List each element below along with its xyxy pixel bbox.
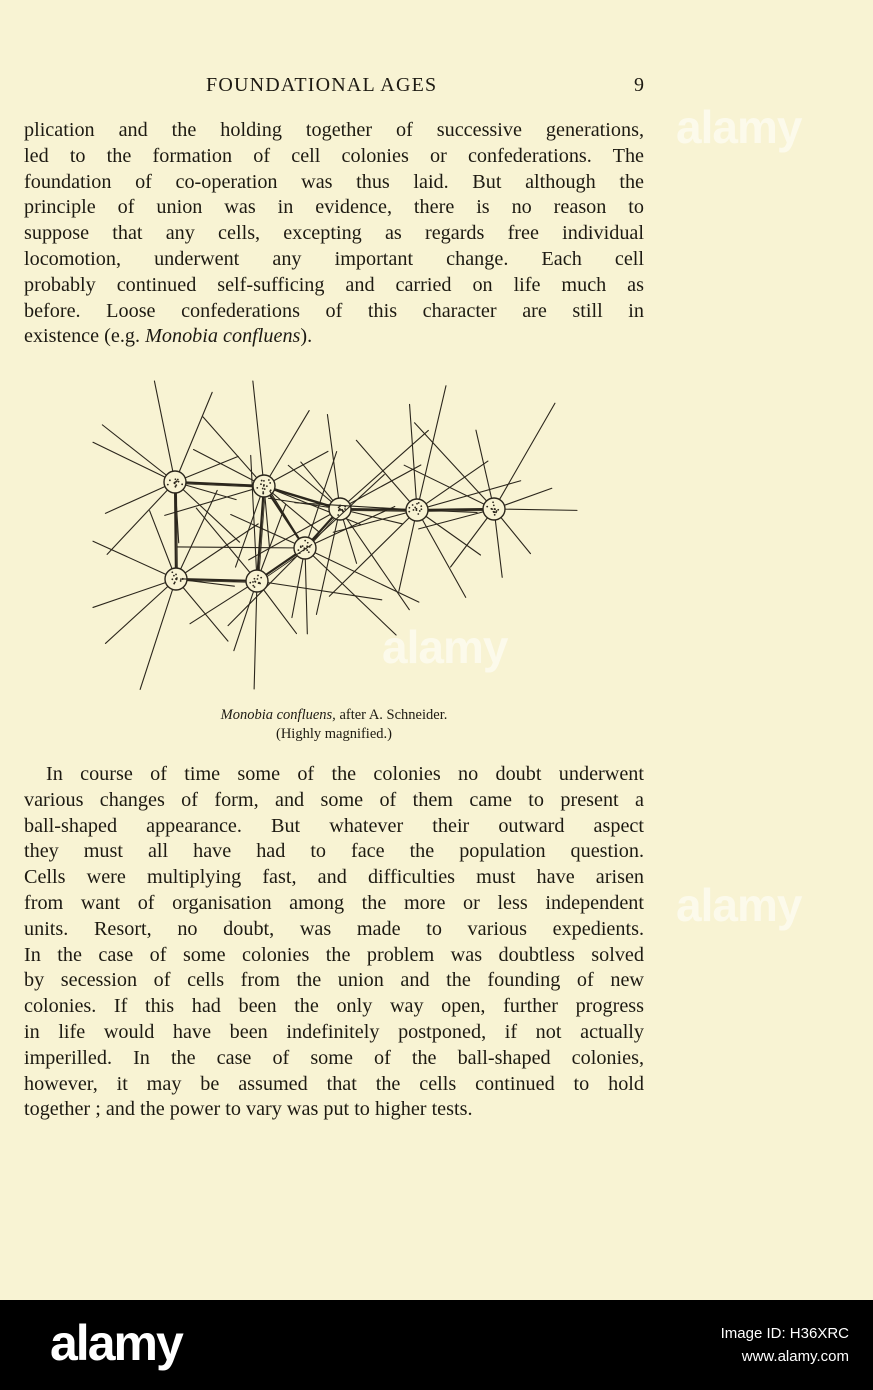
cell-granule <box>493 511 495 513</box>
text-line: locomotion, underwent any important change. Each cell <box>24 247 644 270</box>
cell-granule <box>178 481 180 483</box>
text-line: units. Resort, no doubt, was made to various expedients. <box>24 917 644 940</box>
cell-granule <box>491 508 493 510</box>
cell-strand <box>176 579 228 641</box>
watermark: alamy <box>676 101 802 153</box>
cell-granule <box>257 575 259 577</box>
cell-granule <box>260 483 262 485</box>
species-name: Monobia confluens <box>145 325 301 348</box>
cell-granule <box>264 488 266 490</box>
cell-granule <box>175 578 177 580</box>
cell-granule <box>417 513 419 515</box>
text-line: In the case of some colonies the problem was doubtless solved <box>24 943 644 966</box>
cell-granule <box>252 585 254 587</box>
cell-granule <box>419 510 421 512</box>
cell-strand <box>154 381 175 482</box>
cell-strand <box>102 425 175 482</box>
cell-granule <box>266 485 268 487</box>
caption-magnification: (Highly magnified.) <box>276 726 392 742</box>
cell-granule <box>167 484 169 486</box>
cell-granule <box>259 583 261 585</box>
text-line: In course of time some of the colonies no doubt underwent <box>46 763 644 785</box>
cell-granule <box>173 583 175 585</box>
cell-strand <box>253 381 264 486</box>
text-line: foundation of co-operation was thus laid. But although the <box>24 170 644 193</box>
text-line: plication and the holding together of successive generations, <box>24 119 644 141</box>
cell-strand <box>417 461 488 510</box>
cell-granule <box>262 488 264 490</box>
text-line: they must all have had to face the population question. <box>24 840 644 863</box>
cell-strand <box>190 581 257 624</box>
cell-granule <box>339 509 341 511</box>
cell-granule <box>180 578 182 580</box>
cell-granule <box>263 480 265 482</box>
watermark: alamy <box>676 879 802 931</box>
cell-granule <box>177 479 179 481</box>
cell-strand <box>257 581 382 600</box>
cell-granule <box>249 582 251 584</box>
caption-line <box>24 706 644 725</box>
cell-granule <box>494 508 496 510</box>
watermark: alamy <box>382 621 508 673</box>
cell-strand <box>410 404 417 510</box>
cell-granule <box>408 507 410 509</box>
cell-strand <box>494 509 577 510</box>
text-line: ball-shaped appearance. But whatever their outward aspect <box>24 814 644 837</box>
cell-strand <box>194 450 264 486</box>
cell-strand <box>93 579 176 607</box>
cell-strand <box>178 547 305 548</box>
cell-granule <box>256 578 258 580</box>
cell-granule <box>176 480 178 482</box>
site-url: www.alamy.com <box>741 1348 849 1365</box>
figure-caption <box>24 706 644 744</box>
cell-granule <box>408 511 410 513</box>
page-number: 9 <box>634 74 644 96</box>
cell-granule <box>175 478 177 480</box>
cell-granule <box>268 479 270 481</box>
text-line: various changes of form, and some of them came to present a <box>24 788 644 811</box>
caption-credit: after A. Schneider. <box>335 707 448 723</box>
cell-granule <box>256 487 258 489</box>
cell-strand <box>340 430 428 509</box>
cell-granule <box>171 571 173 573</box>
cell-granule <box>254 586 256 588</box>
cell-strand <box>203 417 264 486</box>
cell-granule <box>304 540 306 542</box>
cell-granule <box>298 549 300 551</box>
alamy-logo: alamy <box>50 1315 182 1371</box>
cell-strand <box>415 423 494 509</box>
text-line: before. Loose confederations of this character are still in <box>24 299 644 322</box>
text-fragment: existence (e.g. <box>24 325 146 348</box>
caption-species: Monobia confluens, <box>220 707 336 723</box>
image-id: Image ID: H36XRC <box>720 1325 849 1342</box>
cell-granule <box>420 505 422 507</box>
cell-granule <box>181 483 183 485</box>
stock-footer-bar <box>0 1300 873 1390</box>
cell-granule <box>262 493 264 495</box>
cell-granule <box>180 580 182 582</box>
cell-granule <box>308 551 310 553</box>
cell-strand <box>175 392 212 482</box>
cell-strand <box>264 411 309 486</box>
cell-granule <box>171 578 173 580</box>
cell-granule <box>269 482 271 484</box>
cell-strand <box>257 486 264 581</box>
cell-granule <box>175 486 177 488</box>
cell-granule <box>255 581 257 583</box>
cell-granule <box>174 482 176 484</box>
cell-strand <box>93 442 175 482</box>
cell-strand <box>494 403 555 509</box>
text-line <box>24 324 644 350</box>
cell-granule <box>252 581 254 583</box>
paragraph-2 <box>24 762 644 1123</box>
cell-strand <box>305 548 419 602</box>
cell-granule <box>302 545 304 547</box>
cell-granule <box>412 504 414 506</box>
cell-granule <box>414 507 416 509</box>
cell-strand <box>305 548 307 634</box>
text-line: colonies. If this had been the only way open, further progress <box>24 995 644 1018</box>
cell-strand <box>356 440 417 510</box>
cell-strand <box>476 430 494 509</box>
paragraph-1 <box>24 118 644 350</box>
cell-strand <box>196 508 257 581</box>
cell-granule <box>416 508 418 510</box>
cell-granule <box>261 480 263 482</box>
cell-granule <box>497 509 499 511</box>
cell-granule <box>307 542 309 544</box>
running-head <box>24 74 644 100</box>
cell-granule <box>420 508 422 510</box>
cell-granule <box>416 503 418 505</box>
text-line: by secession of cells from the union and the founding of new <box>24 969 644 992</box>
cell-granule <box>418 502 420 504</box>
cell-body <box>246 570 268 592</box>
cell-granule <box>306 549 308 551</box>
text-line: imperilled. In the case of some of the ball-shaped colonies, <box>24 1046 644 1069</box>
cell-granule <box>254 578 256 580</box>
cell-strand <box>264 486 340 509</box>
cell-granule <box>263 485 265 487</box>
text-line: Cells were multiplying fast, and difficulties must have arisen <box>24 866 644 889</box>
running-title: FOUNDATIONAL AGES <box>206 74 438 96</box>
cell-granule <box>493 504 495 506</box>
cell-granule <box>173 575 175 577</box>
cell-granule <box>338 506 340 508</box>
text-line: principle of union was in evidence, there is no reason to <box>24 196 644 219</box>
cell-granule <box>496 510 498 512</box>
text-line: together ; and the power to vary was put to higher tests. <box>24 1098 473 1121</box>
text-line: from want of organisation among the more or less independent <box>24 891 644 914</box>
cell-granule <box>175 574 177 576</box>
cell-strand <box>417 386 446 510</box>
cell-granule <box>260 577 262 579</box>
cell-granule <box>486 506 488 508</box>
cell-granule <box>494 514 496 516</box>
cell-granule <box>492 501 494 503</box>
cell-strand <box>107 482 175 554</box>
text-line: probably continued self-sufficing and carried on life much as <box>24 273 644 296</box>
text-line: in life would have been indefinitely postponed, if not actually <box>24 1020 644 1043</box>
image-id-info <box>721 1322 849 1368</box>
text-line: suppose that any cells, excepting as regards free individual <box>24 222 644 245</box>
text-line: however, it may be assumed that the cells continued to hold <box>24 1072 644 1095</box>
cell-strand <box>399 510 417 591</box>
cell-granule <box>169 479 171 481</box>
cell-granule <box>300 546 302 548</box>
cell-granule <box>413 509 415 511</box>
cell-granule <box>337 514 339 516</box>
text-line: led to the formation of cell colonies or confederations. The <box>24 144 644 167</box>
text-fragment: ). <box>300 325 313 348</box>
